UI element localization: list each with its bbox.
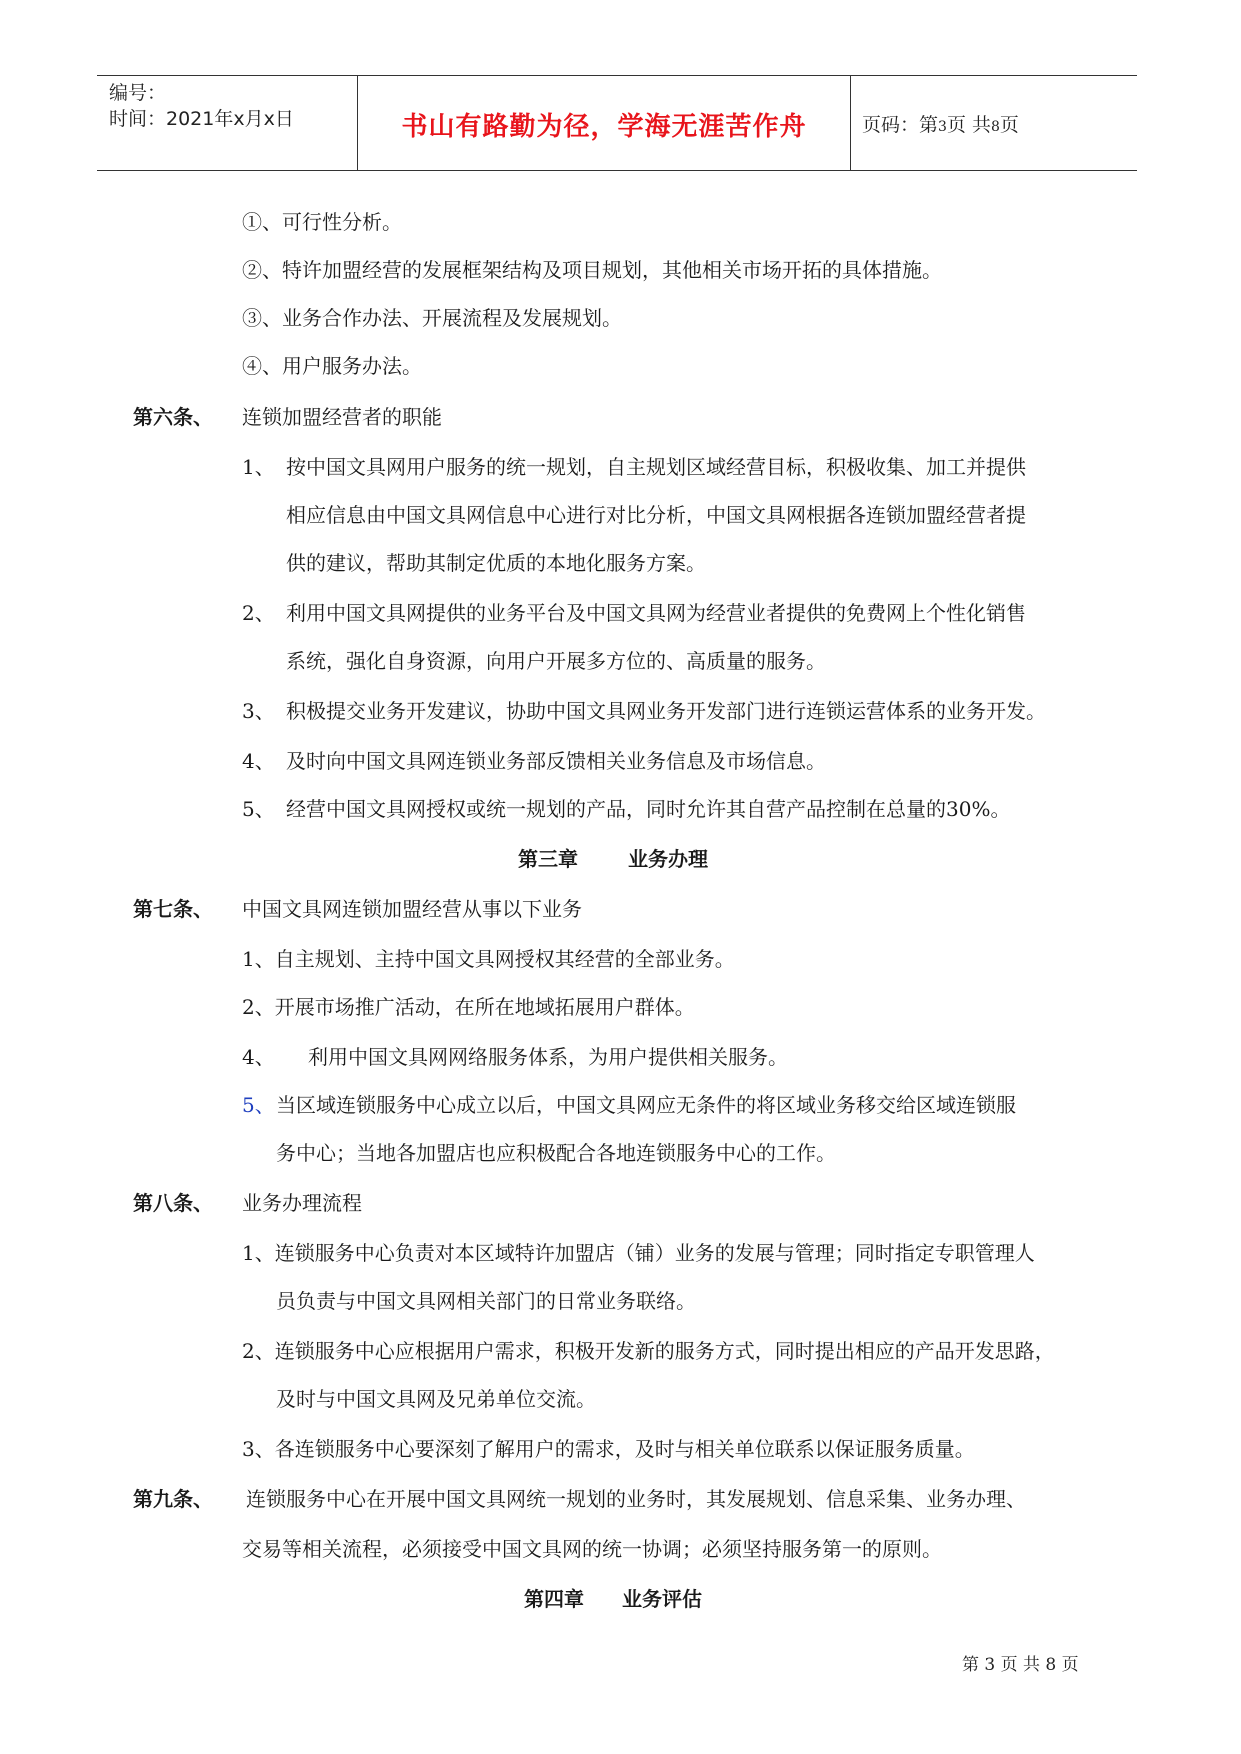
page-suffix: 页 <box>999 114 1019 136</box>
list-item: ③、业务合作办法、开展流程及发展规划。 <box>242 306 622 330</box>
header-motto: 书山有路勤为径，学海无涯苦作舟 <box>401 112 807 142</box>
list-item: 供的建议，帮助其制定优质的本地化服务方案。 <box>286 551 706 575</box>
chapter-3-number: 第三章 <box>518 847 578 871</box>
article-9-text: 交易等相关流程，必须接受中国文具网的统一协调；必须坚持服务第一的原则。 <box>242 1537 942 1561</box>
page-current: 3 <box>938 119 947 135</box>
article-7-label: 第七条、 <box>133 897 213 921</box>
list-number: 5、 <box>242 1093 275 1117</box>
list-item: 1、连锁服务中心负责对本区域特许加盟店（铺）业务的发展与管理；同时指定专职管理人 <box>242 1241 1035 1265</box>
list-number: 1、 <box>242 455 275 479</box>
list-number: 4、 <box>242 1045 275 1069</box>
list-item: 员负责与中国文具网相关部门的日常业务联络。 <box>276 1289 696 1313</box>
list-item: 2、连锁服务中心应根据用户需求，积极开发新的服务方式，同时提出相应的产品开发思路， <box>242 1339 1055 1363</box>
list-item: 3、各连锁服务中心要深刻了解用户的需求，及时与相关单位联系以保证服务质量。 <box>242 1437 975 1461</box>
article-6-label: 第六条、 <box>133 405 213 429</box>
article-6-title: 连锁加盟经营者的职能 <box>242 405 442 429</box>
list-item: 务中心；当地各加盟店也应积极配合各地连锁服务中心的工作。 <box>276 1141 836 1165</box>
list-item: 利用中国文具网网络服务体系，为用户提供相关服务。 <box>308 1045 788 1069</box>
header-page-cell <box>850 76 1137 170</box>
document-header <box>97 75 1137 171</box>
list-number: 2、 <box>242 601 275 625</box>
article-9-text: 连锁服务中心在开展中国文具网统一规划的业务时，其发展规划、信息采集、业务办理、 <box>246 1487 1026 1511</box>
header-page-info <box>862 110 1019 137</box>
chapter-3-title: 业务办理 <box>628 847 708 871</box>
page-total: 8 <box>990 119 1000 135</box>
article-9-label: 第九条、 <box>133 1487 213 1511</box>
list-item: 积极提交业务开发建议，协助中国文具网业务开发部门进行连锁运营体系的业务开发。 <box>286 699 1046 723</box>
list-item: 系统，强化自身资源，向用户开展多方位的、高质量的服务。 <box>286 649 826 673</box>
article-8-label: 第八条、 <box>133 1191 213 1215</box>
list-number: 3、 <box>242 699 275 723</box>
page-mid: 页 共 <box>946 114 991 136</box>
list-item: 经营中国文具网授权或统一规划的产品，同时允许其自营产品控制在总量的30%。 <box>286 797 1011 821</box>
list-item: 当区域连锁服务中心成立以后，中国文具网应无条件的将区域业务移交给区域连锁服 <box>276 1093 1016 1117</box>
page-prefix: 页码：第 <box>862 114 939 136</box>
list-item: 1、自主规划、主持中国文具网授权其经营的全部业务。 <box>242 947 735 971</box>
list-item: 按中国文具网用户服务的统一规划，自主规划区域经营目标，积极收集、加工并提供 <box>286 455 1026 479</box>
list-number: 5、 <box>242 797 275 821</box>
article-7-title: 中国文具网连锁加盟经营从事以下业务 <box>242 897 582 921</box>
list-item: 相应信息由中国文具网信息中心进行对比分析，中国文具网根据各连锁加盟经营者提 <box>286 503 1026 527</box>
header-motto-cell <box>357 76 851 170</box>
list-item: ①、可行性分析。 <box>242 210 402 234</box>
chapter-4-number: 第四章 <box>524 1587 584 1611</box>
list-item: 利用中国文具网提供的业务平台及中国文具网为经营业者提供的免费网上个性化销售 <box>286 601 1026 625</box>
page-footer: 第 3 页 共 8 页 <box>962 1655 1079 1675</box>
list-item: ④、用户服务办法。 <box>242 354 422 378</box>
document-time: 时间：2021年x月x日 <box>109 108 294 130</box>
list-item: 2、开展市场推广活动，在所在地域拓展用户群体。 <box>242 995 695 1019</box>
list-item: ②、特许加盟经营的发展框架结构及项目规划，其他相关市场开拓的具体措施。 <box>242 258 942 282</box>
article-8-title: 业务办理流程 <box>242 1191 362 1215</box>
list-number: 4、 <box>242 749 275 773</box>
list-item: 及时与中国文具网及兄弟单位交流。 <box>276 1387 596 1411</box>
chapter-4-title: 业务评估 <box>622 1587 702 1611</box>
header-meta-cell <box>97 76 357 170</box>
list-item: 及时向中国文具网连锁业务部反馈相关业务信息及市场信息。 <box>286 749 826 773</box>
document-number-label: 编号： <box>109 82 167 104</box>
